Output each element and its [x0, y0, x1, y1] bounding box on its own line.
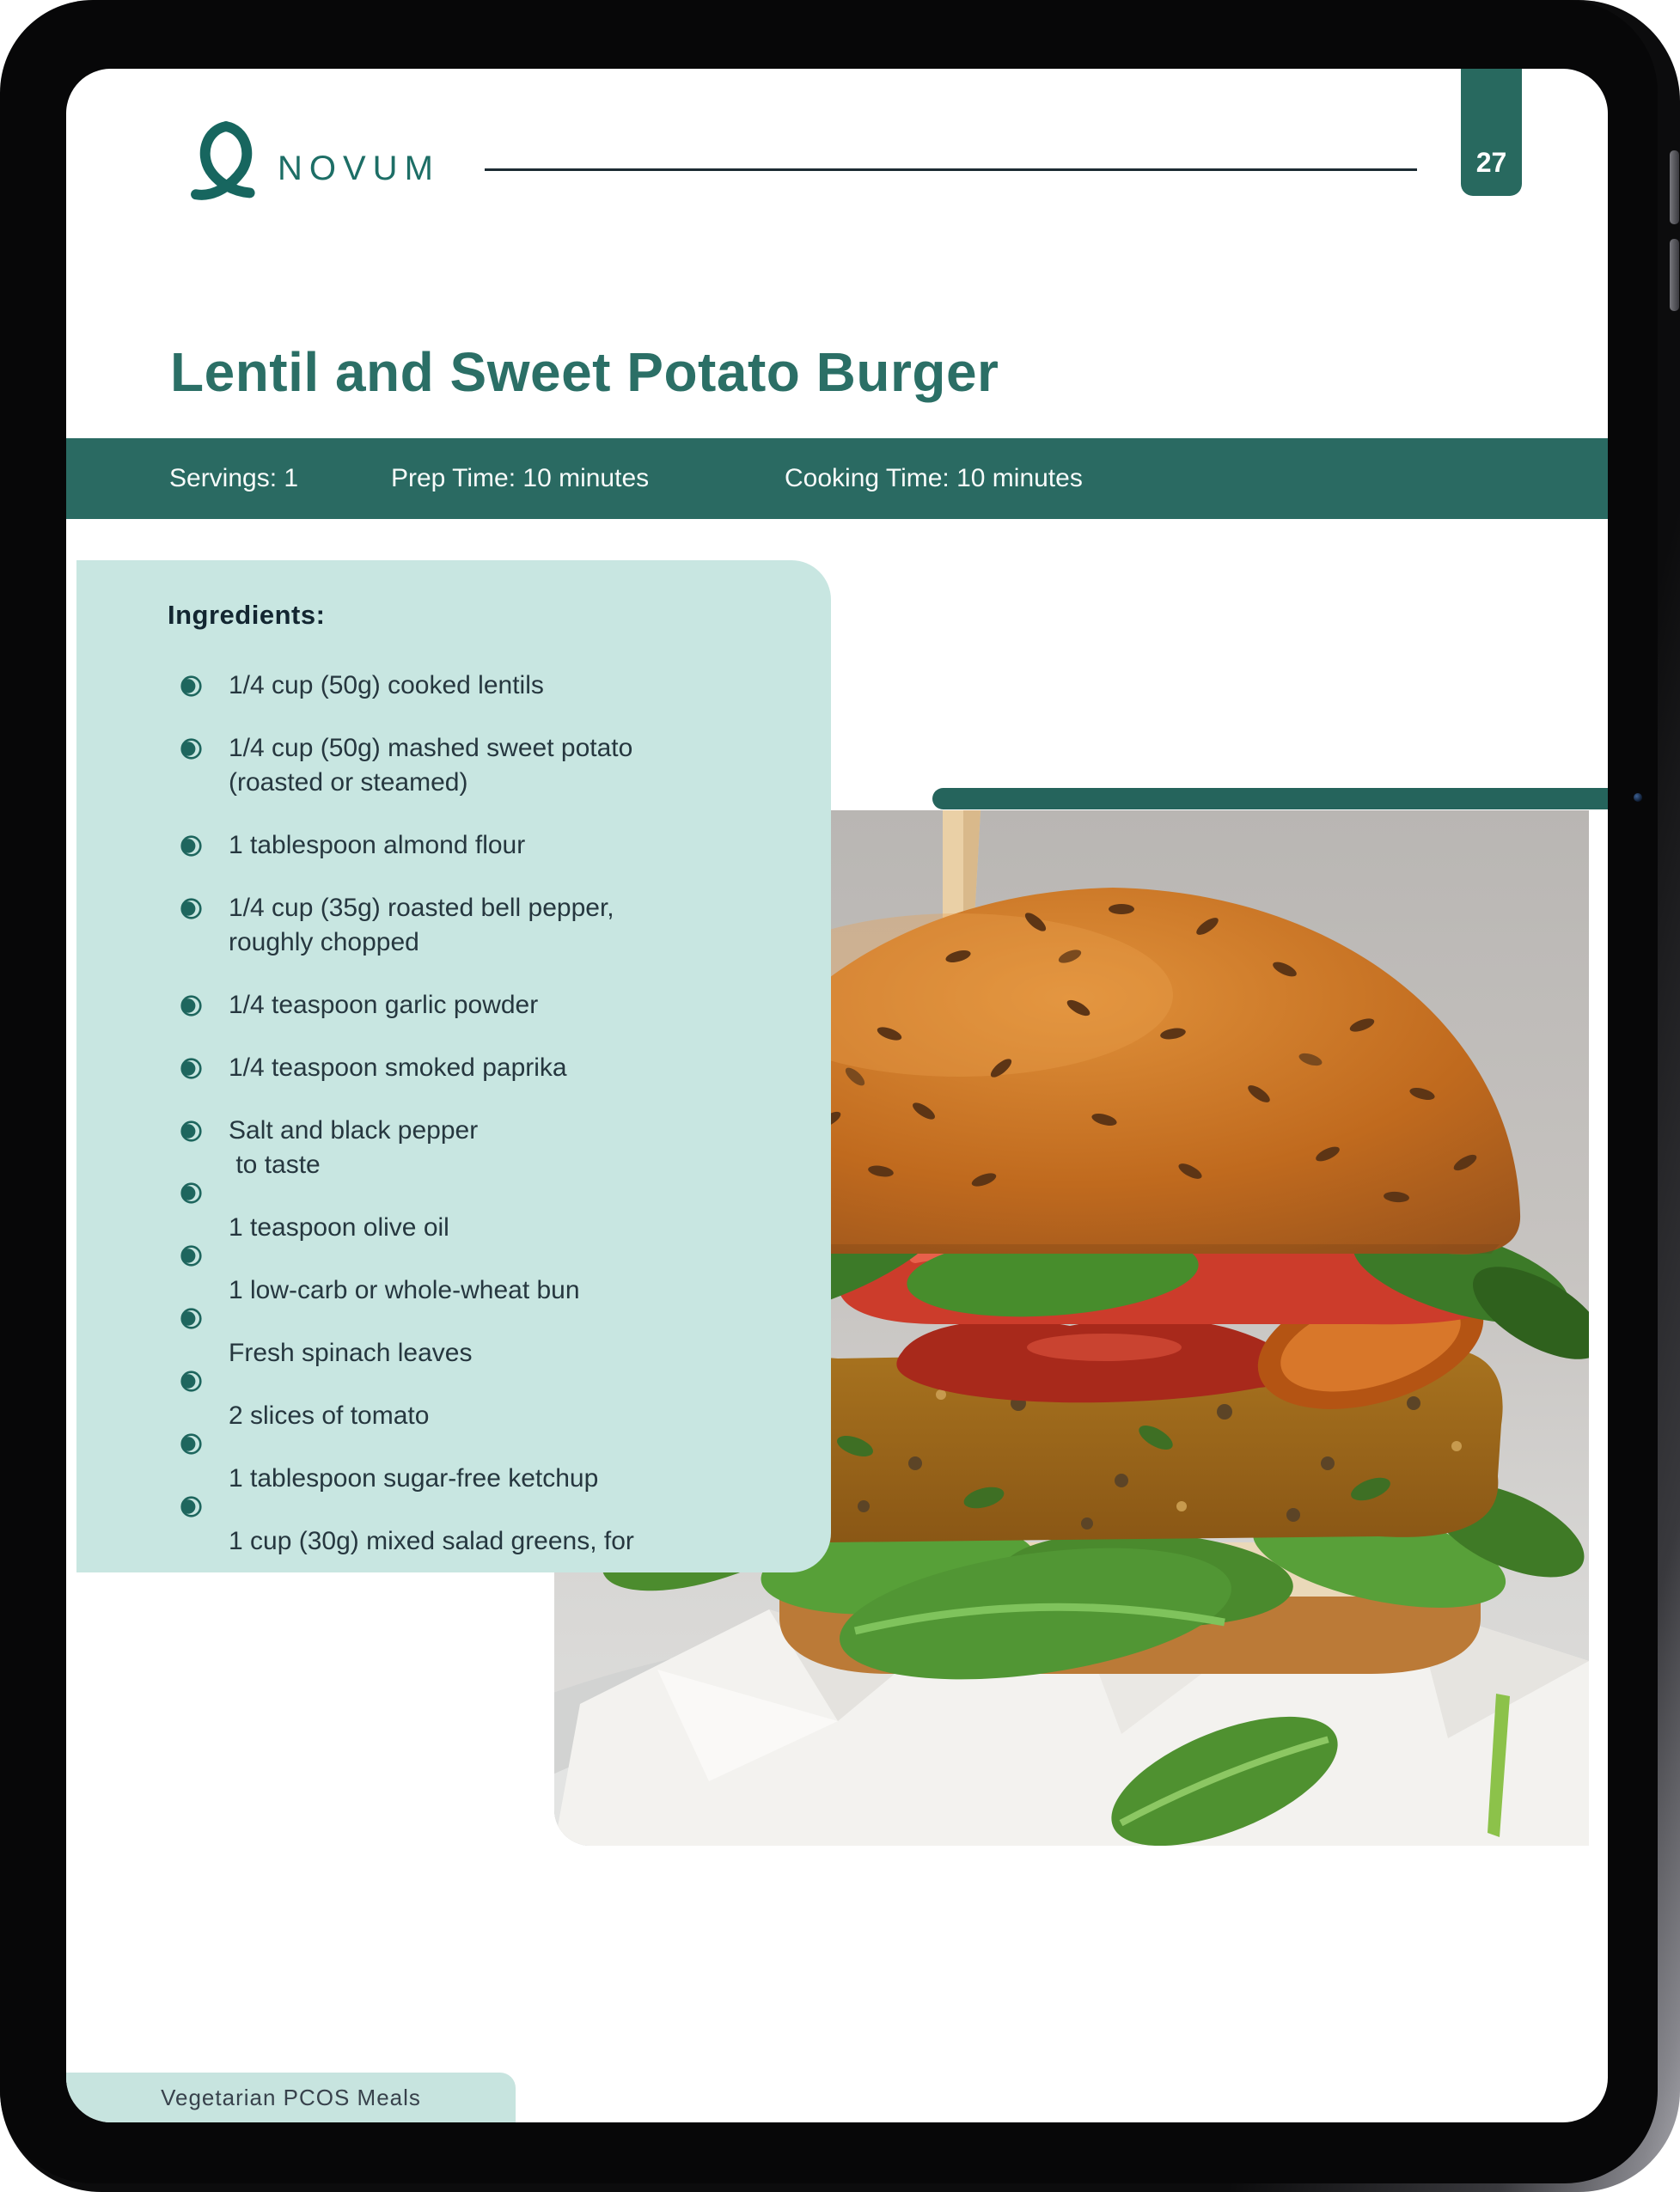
moon-bullet-icon [180, 1307, 203, 1330]
moon-bullet-icon [180, 675, 203, 698]
ingredient-text [229, 1273, 580, 1308]
brand-name: NOVUM [278, 150, 440, 187]
ingredient-text [229, 731, 632, 800]
ingredient-item [180, 828, 797, 863]
moon-bullet-icon [180, 737, 203, 760]
page-number: 27 [1475, 147, 1507, 178]
moon-bullet-icon [180, 1370, 203, 1393]
moon-bullet-icon [180, 1120, 203, 1143]
ingredient-line: 1/4 teaspoon garlic powder [229, 991, 539, 1019]
volume-down-button[interactable] [1670, 239, 1679, 311]
moon-bullet-icon [180, 994, 203, 1017]
ingredient-text [229, 1211, 449, 1245]
ingredient-line: 1 teaspoon olive oil [229, 1213, 449, 1242]
ingredient-text [229, 1336, 472, 1371]
moon-bullet-icon [180, 1057, 203, 1080]
ingredients-panel [76, 560, 831, 1572]
moon-bullet-icon [180, 834, 203, 858]
volume-up-button[interactable] [1670, 150, 1679, 224]
page-number-tab [1461, 69, 1522, 196]
header-divider [485, 168, 1417, 171]
ingredient-line: 1/4 cup (35g) roasted bell pepper, [229, 894, 614, 922]
prep-time-label: Prep Time: 10 minutes [391, 464, 650, 492]
ingredient-line-wrap: (roasted or steamed) [229, 768, 468, 797]
ingredient-line: 1 cup (30g) mixed salad greens, for [229, 1527, 634, 1555]
ingredient-line: 2 slices of tomato [229, 1401, 430, 1430]
ingredient-item [180, 988, 797, 1023]
moon-bullet-icon [180, 1495, 203, 1518]
ingredient-text [229, 828, 525, 863]
ingredient-item [180, 1399, 797, 1433]
ingredient-line-wrap: to taste [229, 1151, 321, 1179]
ingredient-item [180, 1524, 797, 1559]
ingredient-item [180, 669, 797, 703]
moon-bullet-icon [180, 1244, 203, 1267]
photo-accent-bar [932, 788, 1608, 809]
ingredient-text [229, 1462, 598, 1496]
cooking-time-label: Cooking Time: 10 minutes [785, 464, 1083, 492]
ingredient-text [229, 1051, 567, 1085]
brand-ribbon-icon [186, 117, 266, 218]
ingredient-line: 1/4 teaspoon smoked paprika [229, 1053, 567, 1082]
recipe-meta-bar [66, 438, 1608, 519]
ingredient-item [180, 1051, 797, 1085]
ingredient-text [229, 1114, 478, 1182]
ingredient-item [180, 891, 797, 960]
ingredient-line-wrap: roughly chopped [229, 928, 419, 956]
ingredient-line: 1 tablespoon sugar-free ketchup [229, 1464, 599, 1493]
ingredient-item [180, 731, 797, 800]
servings-label: Servings: 1 [169, 464, 299, 492]
recipe-page [66, 69, 1608, 2122]
ingredient-line: Salt and black pepper [229, 1116, 479, 1145]
ingredient-item [180, 1336, 797, 1371]
ingredient-text [229, 891, 614, 960]
ingredient-item [180, 1211, 797, 1245]
ingredient-text [229, 1524, 634, 1559]
ingredient-line: 1/4 cup (50g) mashed sweet potato [229, 734, 633, 762]
ingredients-list [168, 669, 797, 1559]
ingredient-item [180, 1114, 797, 1182]
ingredients-heading: Ingredients: [168, 600, 326, 630]
front-camera-icon [1634, 793, 1642, 802]
ingredient-item [180, 1462, 797, 1496]
ingredient-line: 1 low-carb or whole-wheat bun [229, 1276, 580, 1304]
moon-bullet-icon [180, 1181, 203, 1205]
ingredient-line: 1/4 cup (50g) cooked lentils [229, 671, 544, 699]
ingredient-line: 1 tablespoon almond flour [229, 831, 526, 859]
ingredient-item [180, 1273, 797, 1308]
moon-bullet-icon [180, 1432, 203, 1456]
moon-bullet-icon [180, 897, 203, 920]
footer-category-tag [66, 2073, 516, 2122]
recipe-title: Lentil and Sweet Potato Burger [170, 341, 999, 403]
footer-category-label: Vegetarian PCOS Meals [161, 2084, 421, 2110]
ingredient-text [229, 988, 538, 1023]
ingredient-line: Fresh spinach leaves [229, 1339, 473, 1367]
ingredient-text [229, 1399, 429, 1433]
ingredient-text [229, 669, 544, 703]
